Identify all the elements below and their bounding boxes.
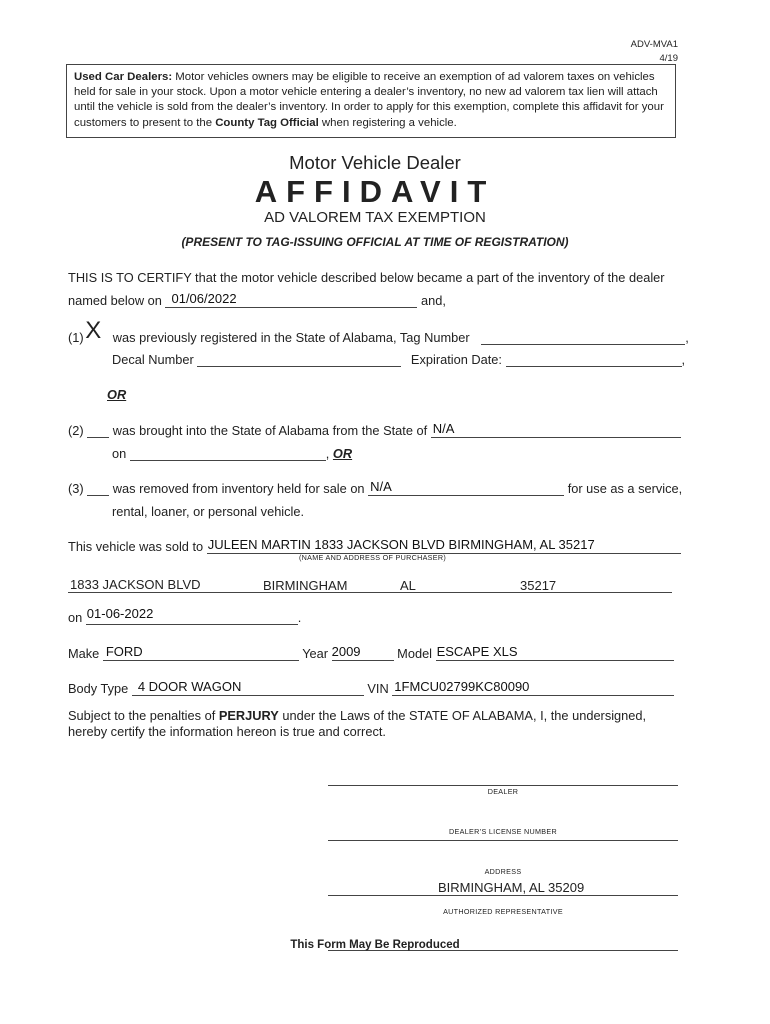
other-state-field[interactable] bbox=[431, 423, 681, 438]
decal-number-field[interactable] bbox=[197, 352, 401, 367]
option-1-text: was previously registered in the State of Alabama, Tag Number bbox=[112, 330, 470, 345]
body-type-field[interactable] bbox=[132, 681, 364, 696]
option-3-row bbox=[68, 481, 682, 496]
year-value: 2009 bbox=[331, 644, 361, 659]
dealer-signature-line[interactable] bbox=[328, 771, 678, 786]
expiration-label: Expiration Date: bbox=[410, 352, 502, 367]
perjury-pre: Subject to the penalties of bbox=[68, 708, 219, 723]
sold-date-row: on 01-06-2022 . bbox=[68, 606, 302, 625]
option-3-number: (3) bbox=[68, 481, 84, 496]
named-below-label: named below on bbox=[68, 293, 162, 308]
form-date: 4/19 bbox=[659, 53, 678, 64]
page-title: AFFIDAVIT bbox=[254, 174, 496, 209]
address-city: BIRMINGHAM bbox=[263, 578, 348, 593]
inventory-date-value: 01/06/2022 bbox=[171, 291, 237, 306]
vin-field[interactable] bbox=[392, 681, 674, 696]
option-3-suffix: for use as a service, bbox=[567, 481, 683, 496]
sold-date-value: 01-06-2022 bbox=[86, 606, 154, 621]
inventory-date-field[interactable] bbox=[165, 293, 417, 308]
perjury-bold: PERJURY bbox=[218, 708, 279, 723]
representative-caption: AUTHORIZED REPRESENTATIVE bbox=[443, 907, 563, 916]
form-code: ADV-MVA1 bbox=[630, 39, 678, 50]
title-note: (PRESENT TO TAG-ISSUING OFFICIAL AT TIME OF REGISTRATION) bbox=[181, 235, 569, 249]
notice-text-1: Motor vehicles owners may be eligible to receive an exemption of ad valorem taxes on vehicles held for sale in your stock. Upon a motor vehicle entering a dealer’s inventory, no new ad valorem tax lien will attach until the vehicle is sold from the dealer’s inventory. In order to apply for this exemption, complete this affidavit for your customers to present to the bbox=[74, 71, 664, 129]
make-value: FORD bbox=[105, 644, 143, 659]
sold-to-label: This vehicle was sold to bbox=[68, 539, 204, 554]
vehicle-row-2 bbox=[68, 681, 674, 696]
removed-date-field[interactable] bbox=[368, 481, 564, 496]
expiration-date-field[interactable] bbox=[506, 352, 682, 367]
notice-label: Used Car Dealers: bbox=[74, 71, 173, 83]
option-2-checkbox[interactable] bbox=[87, 423, 109, 438]
body-type-value: 4 DOOR WAGON bbox=[137, 679, 242, 694]
perjury-post: under the Laws of the STATE OF ALABAMA, I, the undersigned, hereby certify the information hereon is true and correct. bbox=[68, 708, 647, 739]
title-sub: Motor Vehicle Dealer bbox=[289, 152, 461, 173]
model-value: ESCAPE XLS bbox=[436, 644, 518, 659]
model-field[interactable] bbox=[436, 646, 674, 661]
option-1-number: (1) bbox=[68, 330, 84, 345]
decal-row: Decal Number Expiration Date: , bbox=[112, 352, 686, 367]
sold-on-label: on bbox=[68, 610, 83, 625]
sold-to-row bbox=[68, 539, 681, 554]
dealer-address-value: BIRMINGHAM, AL 35209 bbox=[438, 880, 585, 895]
removed-date-value: N/A bbox=[370, 479, 392, 494]
purchaser-address-field[interactable] bbox=[68, 576, 672, 593]
and-label: and, bbox=[421, 293, 446, 308]
option-2-text: was brought into the State of Alabama from the State of bbox=[112, 423, 428, 438]
option-1-check-mark: X bbox=[85, 317, 102, 344]
decal-label: Decal Number bbox=[112, 352, 194, 367]
option-3-checkbox[interactable] bbox=[87, 481, 109, 496]
or-separator-2: OR bbox=[332, 446, 353, 461]
year-field[interactable] bbox=[332, 646, 394, 661]
option-2-row bbox=[68, 423, 681, 438]
option-2-date-field[interactable] bbox=[130, 446, 326, 461]
address-caption: ADDRESS bbox=[484, 867, 522, 876]
option-3-line-2: rental, loaner, or personal vehicle. bbox=[112, 504, 305, 519]
vin-value: 1FMCU02799KC80090 bbox=[394, 679, 530, 694]
year-label: Year bbox=[302, 646, 329, 661]
make-label: Make bbox=[68, 646, 100, 661]
option-3-text: was removed from inventory held for sale on bbox=[112, 481, 365, 496]
or-separator-1: OR bbox=[107, 387, 127, 402]
sold-date-field[interactable] bbox=[86, 606, 298, 625]
option-2-number: (2) bbox=[68, 423, 84, 438]
address-street: 1833 JACKSON BLVD bbox=[70, 577, 201, 592]
make-field[interactable] bbox=[103, 646, 299, 661]
perjury-statement bbox=[68, 708, 680, 740]
notice-text-2: when registering a vehicle. bbox=[318, 116, 457, 129]
vehicle-row-1 bbox=[68, 646, 674, 661]
certify-line-1: THIS IS TO CERTIFY that the motor vehicle described below became a part of the inventory of the dealer bbox=[68, 270, 665, 285]
purchaser-value: JULEEN MARTIN 1833 JACKSON BLVD BIRMINGHAM, AL 35217 bbox=[207, 537, 595, 552]
purchaser-field[interactable] bbox=[207, 539, 681, 554]
address-zip: 35217 bbox=[520, 578, 557, 593]
option-2-on-row: on , OR bbox=[112, 446, 353, 461]
model-label: Model bbox=[397, 646, 433, 661]
other-state-value: N/A bbox=[432, 421, 455, 436]
tag-number-field[interactable] bbox=[481, 330, 685, 345]
certify-line-2 bbox=[68, 293, 446, 308]
dealer-notice-box bbox=[66, 64, 676, 138]
option-1-row: (1) X was previously registered in the State of Alabama, Tag Number , bbox=[68, 317, 689, 345]
vin-label: VIN bbox=[367, 681, 389, 696]
footer-note: This Form May Be Reproduced bbox=[290, 939, 460, 951]
option-2-on-label: on bbox=[112, 446, 127, 461]
notice-bold-county: County Tag Official bbox=[215, 116, 319, 129]
dealer-caption: DEALER bbox=[487, 787, 519, 796]
license-caption: DEALER’S LICENSE NUMBER bbox=[449, 827, 557, 836]
form-code-block bbox=[631, 38, 678, 66]
address-state: AL bbox=[400, 578, 416, 593]
purchaser-caption: (NAME AND ADDRESS OF PURCHASER) bbox=[298, 553, 447, 562]
title-tax: AD VALOREM TAX EXEMPTION bbox=[264, 209, 486, 226]
option-1-checkbox[interactable] bbox=[85, 317, 107, 344]
address-line[interactable] bbox=[328, 881, 678, 896]
body-type-label: Body Type bbox=[68, 681, 129, 696]
